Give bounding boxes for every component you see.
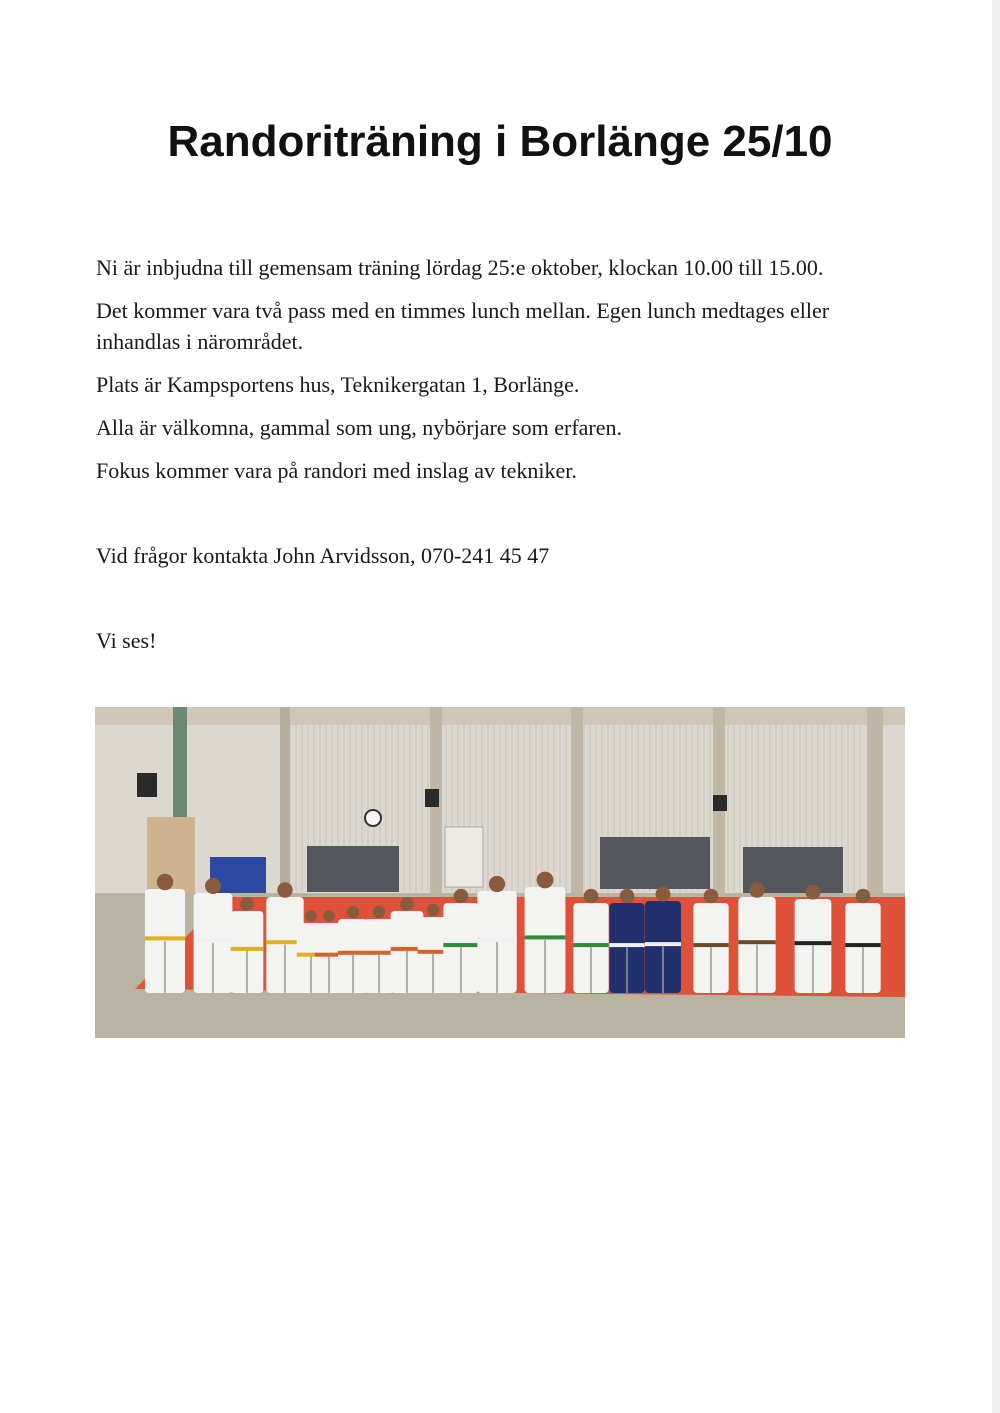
photo-judoka [845, 889, 880, 993]
paragraph-lunch: Det kommer vara två pass med en timmes lunch mellan. Egen lunch medtages eller inhandlas i närområdet. [96, 298, 830, 354]
photo-judoka [194, 878, 233, 993]
photo-judoka [477, 876, 516, 993]
paragraph-welcome: Alla är välkomna, gammal som ung, nybörjare som erfaren. [96, 415, 623, 440]
photo-judoka [525, 872, 566, 993]
paragraph-location: Plats är Kampsportens hus, Teknikergatan 1, Borlänge. [96, 372, 580, 397]
photo-grey-wall-mat [307, 846, 399, 892]
photo-grey-wall-mat [600, 837, 710, 889]
photo-speaker [425, 789, 439, 807]
document-body [96, 252, 896, 668]
photo-ceiling [95, 707, 905, 725]
paragraph-contact: Vid frågor kontakta John Arvidsson, 070-241 45 47 [96, 543, 550, 568]
page-edge [992, 0, 1000, 1413]
photo-pillar [571, 707, 583, 897]
photo-judoka [145, 874, 185, 993]
paragraph-invitation: Ni är inbjudna till gemensam träning lördag 25:e oktober, klockan 10.00 till 15.00. [96, 255, 824, 280]
photo-speaker [137, 773, 157, 797]
photo-judoka [443, 889, 478, 993]
photo-judoka [645, 887, 681, 993]
photo-judoka [738, 882, 775, 993]
photo-judoka [609, 889, 644, 993]
paragraph-closing: Vi ses! [96, 628, 157, 653]
photo-judoka [693, 889, 728, 993]
photo-pillar [867, 707, 883, 897]
paragraph-focus: Fokus kommer vara på randori med inslag av tekniker. [96, 458, 577, 483]
photo-judoka [795, 884, 832, 993]
judo-group-photo [95, 707, 905, 1038]
document-title: Randoriträning i Borlänge 25/10 [167, 117, 833, 166]
photo-door [445, 827, 483, 887]
photo-judoka [573, 889, 608, 993]
photo-pillar [280, 707, 290, 897]
photo-speaker [713, 795, 727, 811]
photo-wall-clock [365, 810, 381, 826]
photo-judoka [231, 897, 264, 993]
